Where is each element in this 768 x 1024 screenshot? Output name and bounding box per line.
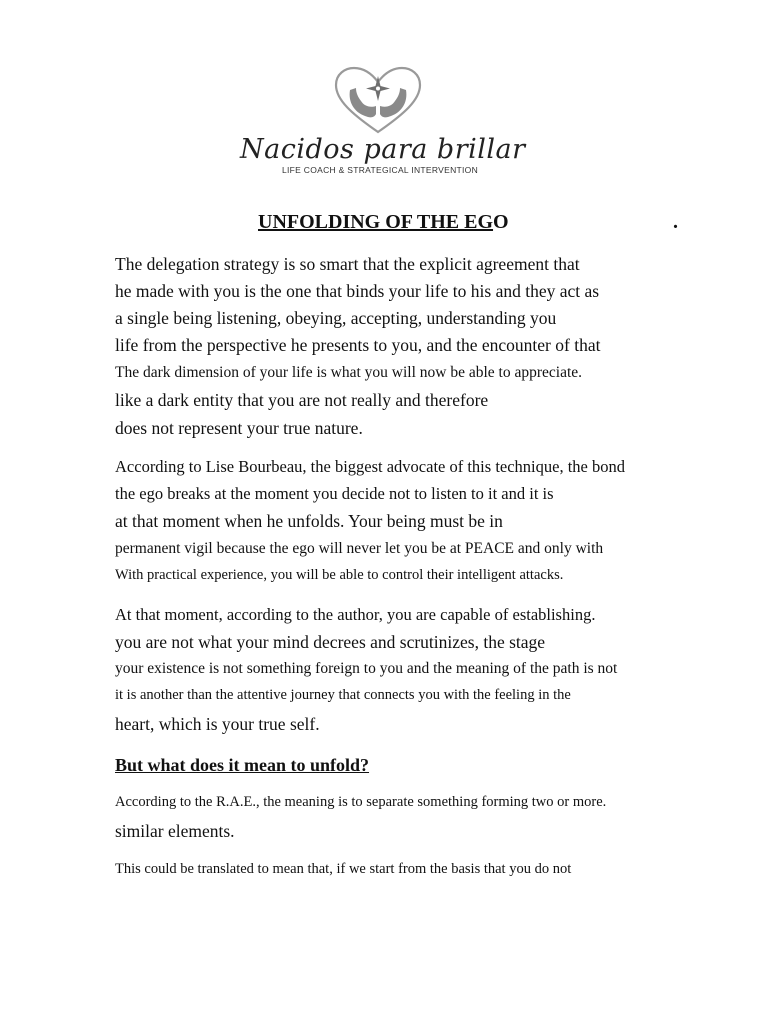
brand-tagline: LIFE COACH & STRATEGICAL INTERVENTION	[281, 165, 479, 175]
section-heading: But what does it mean to unfold?	[115, 755, 370, 775]
paragraph-line: it is another than the attentive journey that connects you with the feeling in the	[115, 687, 571, 703]
paragraph-line: heart, which is your true self.	[115, 714, 320, 734]
heart-hands-icon	[332, 66, 424, 136]
paragraph-line: your existence is not something foreign to you and the meaning of the path is not	[115, 660, 618, 677]
definition-line: According to the R.A.E., the meaning is to separate something forming two or more.	[115, 794, 607, 810]
paragraph-line: life from the perspective he presents to you, and the encounter of that	[115, 335, 601, 355]
paragraph-line: the ego breaks at the moment you decide not to listen to it and it is	[115, 484, 554, 503]
paragraph-line: like a dark entity that you are not really and therefore	[115, 390, 489, 410]
paragraph-line: does not represent your true nature.	[115, 418, 363, 438]
brand-logo	[240, 66, 526, 178]
definition-line: similar elements.	[115, 821, 235, 841]
paragraph-line: you are not what your mind decrees and scrutinizes, the stage	[115, 632, 546, 652]
page-title-underlined: UNFOLDING OF THE EG	[258, 211, 494, 233]
paragraph-line: At that moment, according to the author, you are capable of establishing.	[115, 605, 596, 624]
paragraph-line: at that moment when he unfolds. Your being must be in	[115, 511, 503, 531]
title-trailing-dot: .	[673, 211, 678, 233]
brand-name: Nacidos para brillar	[240, 134, 526, 165]
paragraph-line: a single being listening, obeying, accepting, understanding you	[115, 308, 557, 328]
closing-line: This could be translated to mean that, if we start from the basis that you do not	[115, 861, 572, 877]
paragraph-line: With practical experience, you will be able to control their intelligent attacks.	[115, 567, 564, 583]
paragraph-line: The delegation strategy is so smart that the explicit agreement that	[115, 254, 580, 274]
paragraph-line: he made with you is the one that binds your life to his and they act as	[115, 281, 600, 301]
page-title	[258, 211, 509, 234]
page-title-tail: O	[493, 211, 509, 233]
paragraph-line: The dark dimension of your life is what you will now be able to appreciate.	[115, 364, 583, 381]
paragraph-line: permanent vigil because the ego will never let you be at PEACE and only with	[115, 540, 604, 557]
paragraph-line: According to Lise Bourbeau, the biggest advocate of this technique, the bond	[115, 457, 625, 476]
